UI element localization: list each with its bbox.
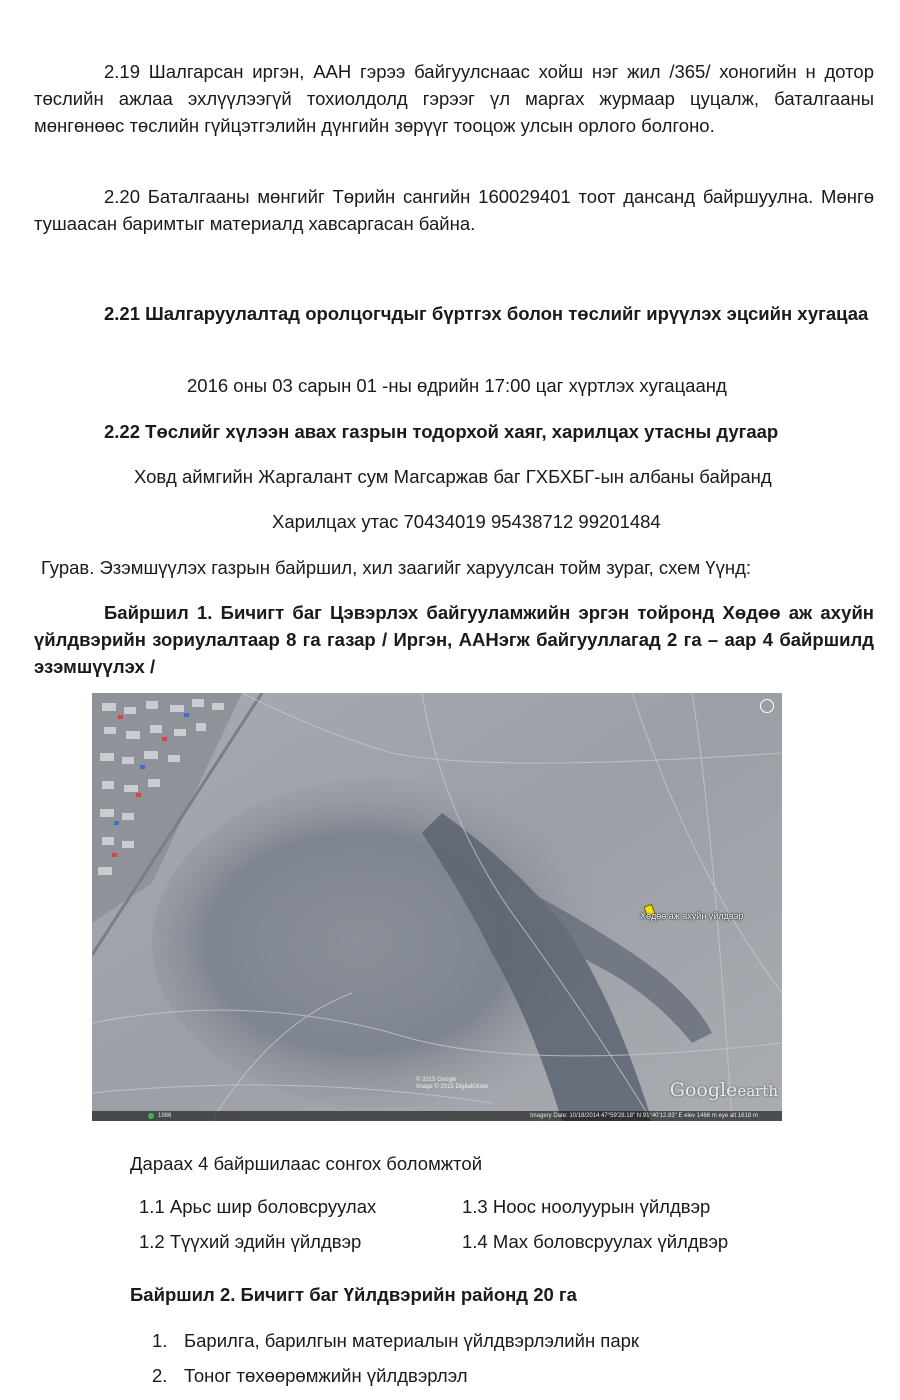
heading-2-21: 2.21 Шалгаруулалтад оролцогчдыг бүртгэх болон төслийг ирүүлэх эцсийн хугацаа — [104, 303, 869, 324]
choice-1-2: 1.2 Түүхий эдийн үйлдвэр — [139, 1231, 362, 1252]
status-dot-icon — [148, 1113, 154, 1119]
imagery-year: 1986 — [158, 1113, 172, 1119]
imagery-copyright — [416, 1077, 488, 1091]
logo-sub-text: earth — [737, 1082, 778, 1100]
imagery-status-bar — [92, 1111, 782, 1121]
phone-text: Харилцах утас 70434019 95438712 99201484 — [272, 511, 661, 532]
heading-2-22: 2.22 Төслийг хүлээн авах газрын тодорхой хаяг, харилцах утасны дугаар — [104, 421, 779, 442]
copyright-line-1: © 2015 Google — [416, 1077, 457, 1083]
address-text: Ховд аймгийн Жаргалант сум Магсаржав баг ГХБХБГ-ын албаны байранд — [134, 466, 772, 487]
location-1-heading: Байршил 1. Бичигт баг Цэвэрлэх байгууламжийн эргэн тойронд Хөдөө аж ахуйн үйлдвэрийн зориулалтаар 8 га газар / Иргэн, ААНэгж байгууллагад 2 га – аар 4 байршилд эзэмшүүлэх / — [34, 602, 874, 677]
list-item — [152, 1327, 639, 1354]
paragraph-2-20: 2.20 Баталгааны мөнгийг Төрийн сангийн 160029401 тоот дансанд байршуулна. Мөнгө тушаасан баримтыг материалд хавсаргасан байна. — [34, 186, 874, 234]
list-item-number: 2. — [152, 1365, 168, 1386]
imagery-info: Imagery Date: 10/18/2014 47°59'28.18" N 91°40'12.83" E elev 1466 m eye alt 1618 m — [530, 1113, 758, 1119]
choice-1-3: 1.3 Ноос ноолуурын үйлдвэр — [462, 1196, 711, 1217]
logo-main-text: Google — [669, 1079, 738, 1101]
map-marker-label: Хөдөө аж ахуйн үйлдвэр — [640, 911, 744, 921]
compass-icon — [760, 699, 774, 713]
deadline-text: 2016 оны 03 сарын 01 -ны өдрийн 17:00 цаг хүртлэх хугацаанд — [187, 375, 727, 396]
choice-1-4: 1.4 Мах боловсруулах үйлдвэр — [462, 1231, 729, 1252]
choices-intro: Дараах 4 байршилаас сонгох боломжтой — [130, 1153, 483, 1174]
list-item-number: 1. — [152, 1330, 168, 1351]
choice-1-1: 1.1 Арьс шир боловсруулах — [139, 1196, 377, 1217]
list-item-text: Тоног төхөөрөмжийн үйлдвэрлэл — [184, 1365, 468, 1386]
satellite-terrain — [92, 693, 782, 1121]
copyright-line-2: Image © 2015 DigitalGlobe — [416, 1084, 489, 1090]
location-2-heading: Байршил 2. Бичигт баг Үйлдвэрийн районд 20 га — [130, 1284, 577, 1305]
list-item-text: Барилга, барилгын материалын үйлдвэрлэлийн парк — [184, 1330, 639, 1351]
paragraph-2-19: 2.19 Шалгарсан иргэн, ААН гэрээ байгуулснаас хойш нэг жил /365/ хоногийн н дотор төслийн ажлаа эхлүүлээгүй тохиолдолд гэрээг үл маргах журмаар цуцалж, баталгааны мөнгөнөөс төслийн гүйцэтгэлийн дүнгийн зөрүүг тооцож улсын орлого болгоно. — [34, 61, 874, 136]
section-three-heading: Гурав. Эзэмшүүлэх газрын байршил, хил заагийг харуулсан тойм зураг, схем Үүнд: — [41, 557, 752, 578]
google-earth-logo — [670, 1079, 778, 1102]
satellite-image — [92, 693, 782, 1121]
list-item — [152, 1362, 468, 1389]
